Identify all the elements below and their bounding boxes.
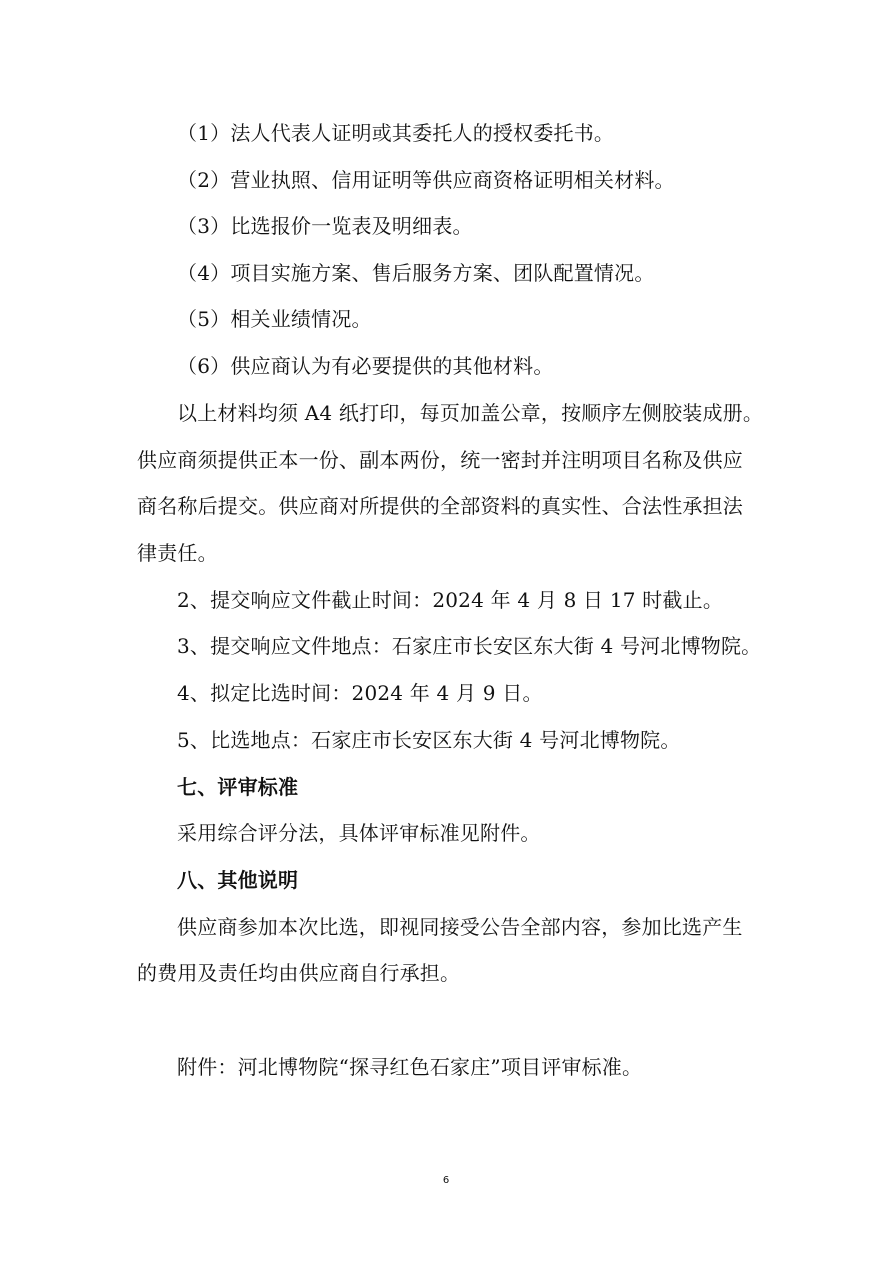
materials-item-2: （2）营业执照、信用证明等供应商资格证明相关材料。 bbox=[177, 168, 675, 192]
materials-item-4: （4）项目实施方案、售后服务方案、团队配置情况。 bbox=[177, 261, 655, 285]
requirements-line-4: 律责任。 bbox=[137, 541, 218, 565]
submission-deadline: 2、提交响应文件截止时间：2024 年 4 月 8 日 17 时截止。 bbox=[177, 588, 724, 612]
section7-heading: 七、评审标准 bbox=[177, 775, 299, 799]
section8-body-line-1: 供应商参加本次比选，即视同接受公告全部内容，参加比选产生 bbox=[177, 915, 743, 939]
materials-item-1: （1）法人代表人证明或其委托人的授权委托书。 bbox=[177, 121, 615, 145]
selection-date: 4、拟定比选时间：2024 年 4 月 9 日。 bbox=[177, 681, 543, 705]
section8-heading: 八、其他说明 bbox=[177, 868, 299, 892]
page-number: 6 bbox=[442, 1175, 450, 1186]
section8-body-line-2: 的费用及责任均由供应商自行承担。 bbox=[137, 961, 461, 985]
requirements-line-1: 以上材料均须 A4 纸打印，每页加盖公章，按顺序左侧胶装成册。 bbox=[177, 401, 764, 425]
requirements-line-2: 供应商须提供正本一份、副本两份，统一密封并注明项目名称及供应 bbox=[137, 448, 743, 472]
attachment-note: 附件：河北博物院“探寻红色石家庄”项目评审标准。 bbox=[177, 1055, 643, 1079]
submission-location: 3、提交响应文件地点：石家庄市长安区东大街 4 号河北博物院。 bbox=[177, 634, 762, 658]
requirements-line-3: 商名称后提交。供应商对所提供的全部资料的真实性、合法性承担法 bbox=[137, 494, 743, 518]
section7-body: 采用综合评分法，具体评审标准见附件。 bbox=[177, 821, 541, 845]
materials-item-5: （5）相关业绩情况。 bbox=[177, 307, 372, 331]
selection-location: 5、比选地点：石家庄市长安区东大街 4 号河北博物院。 bbox=[177, 728, 681, 752]
materials-item-3: （3）比选报价一览表及明细表。 bbox=[177, 214, 473, 238]
materials-item-6: （6）供应商认为有必要提供的其他材料。 bbox=[177, 354, 554, 378]
